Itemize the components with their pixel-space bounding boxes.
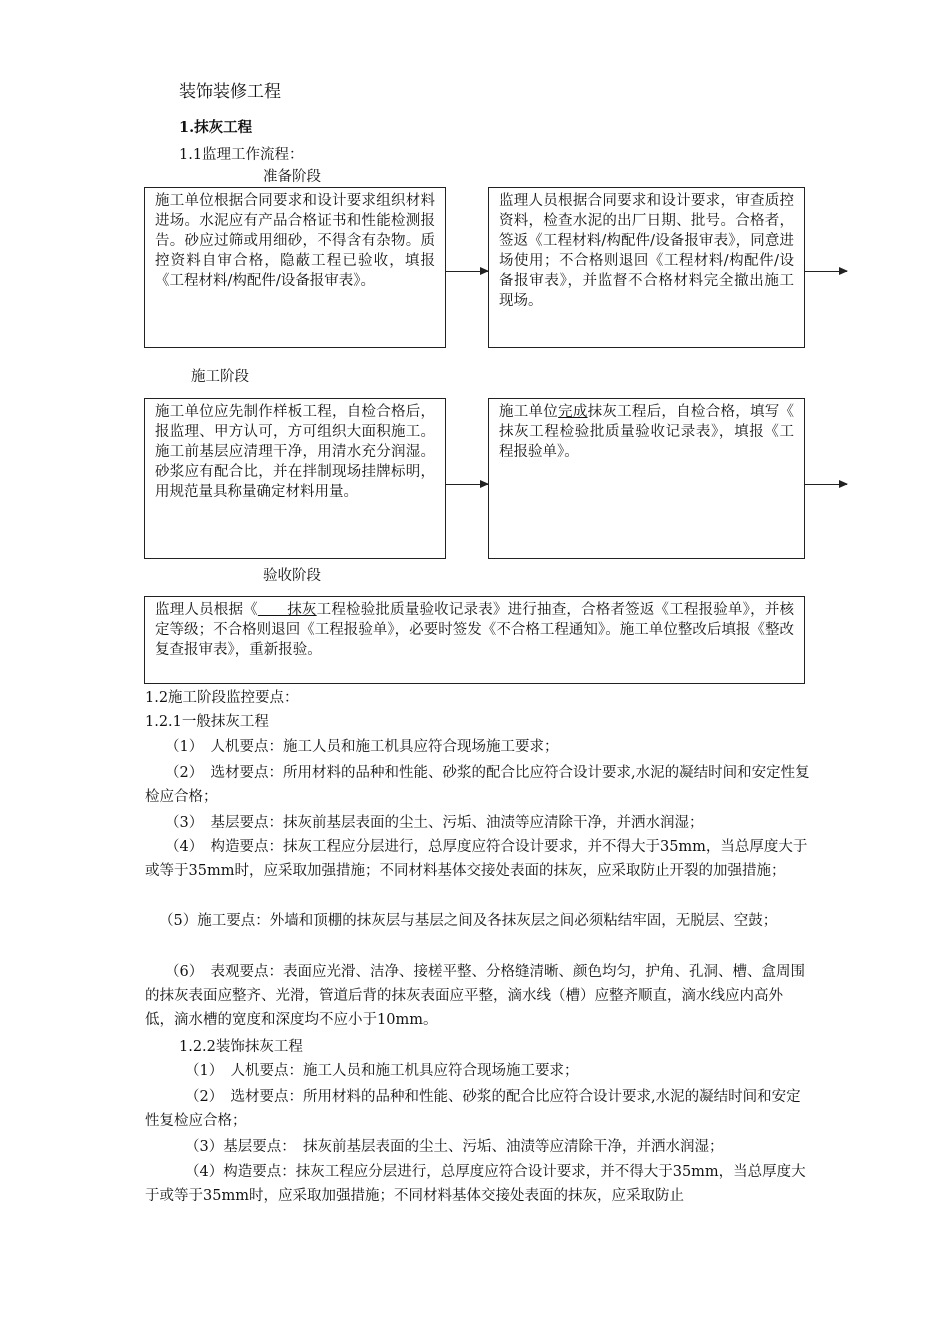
- stage-label-prepare: 准备阶段: [263, 169, 321, 185]
- flow-box-prep-contractor: 施工单位根据合同要求和设计要求组织材料进场。水泥应有产品合格证书和性能检测报告。砂应过筛或用细砂，不得含有杂物。质控资料自审合格，隐蔽工程已验收，填报《工程材料/构配件/设备报审表》。: [144, 187, 446, 348]
- subsection-heading: 1.2施工阶段监控要点：: [145, 690, 299, 706]
- list-item: （2） 选材要点：所用材料的品种和性能、砂浆的配合比应符合设计要求,水泥的凝结时间和安定性复检应合格；: [145, 1089, 801, 1129]
- list-item: （3） 基层要点：抹灰前基层表面的尘土、污垢、油渍等应清除干净，并洒水润湿；: [165, 815, 704, 831]
- stage-label-accept: 验收阶段: [263, 568, 321, 584]
- box-text-underlined: 抹灰: [257, 602, 317, 618]
- list-item: （4） 构造要点：抹灰工程应分层进行，总厚度应符合设计要求，并不得大于35mm，当总厚度大于或等于35mm时，应采取加强措施；不同材料基体交接处表面的抹灰，应采取防止开裂的加强措施；: [145, 839, 808, 879]
- box-text-underlined: 完成: [558, 404, 588, 420]
- list-item: （5）施工要点：外墙和顶棚的抹灰层与基层之间及各抹灰层之间必须粘结牢固，无脱层、空鼓；: [159, 913, 778, 929]
- flow-box-cons-done: [488, 398, 824, 559]
- box-text: 施工单位: [499, 404, 559, 420]
- stage-label-construct: 施工阶段: [191, 369, 249, 385]
- list-item: （6） 表观要点：表面应光滑、洁净、接槎平整、分格缝清晰、颜色均匀，护角、孔洞、槽、盒周围的抹灰表面应整齐、光滑，管道后背的抹灰表面应平整，滴水线（槽）应整齐顺直，滴水线应内高外低，滴水槽的宽度和深度均不应小于10mm。: [145, 964, 805, 1028]
- box-text: 抹灰工程后，自检合格，填写《 抹灰工程检验批质量验收记录表》，填报《工程报验单》。: [499, 404, 824, 460]
- subsection-heading: 1.2.2装饰抹灰工程: [179, 1039, 303, 1055]
- flow-arrow: [805, 484, 847, 485]
- doc-title: 装饰装修工程: [179, 82, 281, 102]
- flow-arrow: [805, 271, 847, 272]
- flow-box-prep-supervisor: 监理人员根据合同要求和设计要求，审查质控资料，检查水泥的出厂日期、批号。合格者，签返《工程材料/构配件/设备报审表》，同意进场使用；不合格则退回《工程材料/构配件/设备报审表》，并监督不合格材料完全撤出施工现场。: [488, 187, 805, 348]
- list-item: （3）基层要点： 抹灰前基层表面的尘土、污垢、油渍等应清除干净，并洒水润湿；: [185, 1139, 724, 1155]
- list-item: （2） 选材要点：所用材料的品种和性能、砂浆的配合比应符合设计要求,水泥的凝结时间和安定性复检应合格；: [145, 765, 810, 805]
- flow-arrow: [446, 484, 488, 485]
- flow-box-cons-contractor: 施工单位应先制作样板工程，自检合格后，报监理、甲方认可，方可组织大面积施工。施工前基层应清理干净，用清水充分润湿。砂浆应有配合比，并在拌制现场挂牌标明，用规范量具称量确定材料用量。: [144, 398, 446, 559]
- flow-heading: 1.1监理工作流程：: [179, 147, 304, 163]
- list-item: （4）构造要点：抹灰工程应分层进行，总厚度应符合设计要求，并不得大于35mm，当总厚度大于或等于35mm时，应采取加强措施；不同材料基体交接处表面的抹灰，应采取防止: [145, 1164, 806, 1204]
- box-text: 工程检验批质量验收记录表》进行抽查，合格者签返《工程报验单》，并核定等级；不合格则退回《工程报验单》，必要时签发《不合格工程通知》。施工单位整改后填报《整改复查报审表》，重新报验。: [155, 602, 795, 658]
- list-item: （1） 人机要点：施工人员和施工机具应符合现场施工要求；: [165, 739, 559, 755]
- flow-arrow: [446, 271, 488, 272]
- section-heading: 1.抹灰工程: [179, 119, 253, 136]
- subsection-heading: 1.2.1一般抹灰工程: [145, 714, 269, 730]
- box-text: 监理人员根据《: [155, 602, 258, 618]
- list-item: （1） 人机要点：施工人员和施工机具应符合现场施工要求；: [185, 1063, 579, 1079]
- flow-box-accept: [144, 596, 805, 684]
